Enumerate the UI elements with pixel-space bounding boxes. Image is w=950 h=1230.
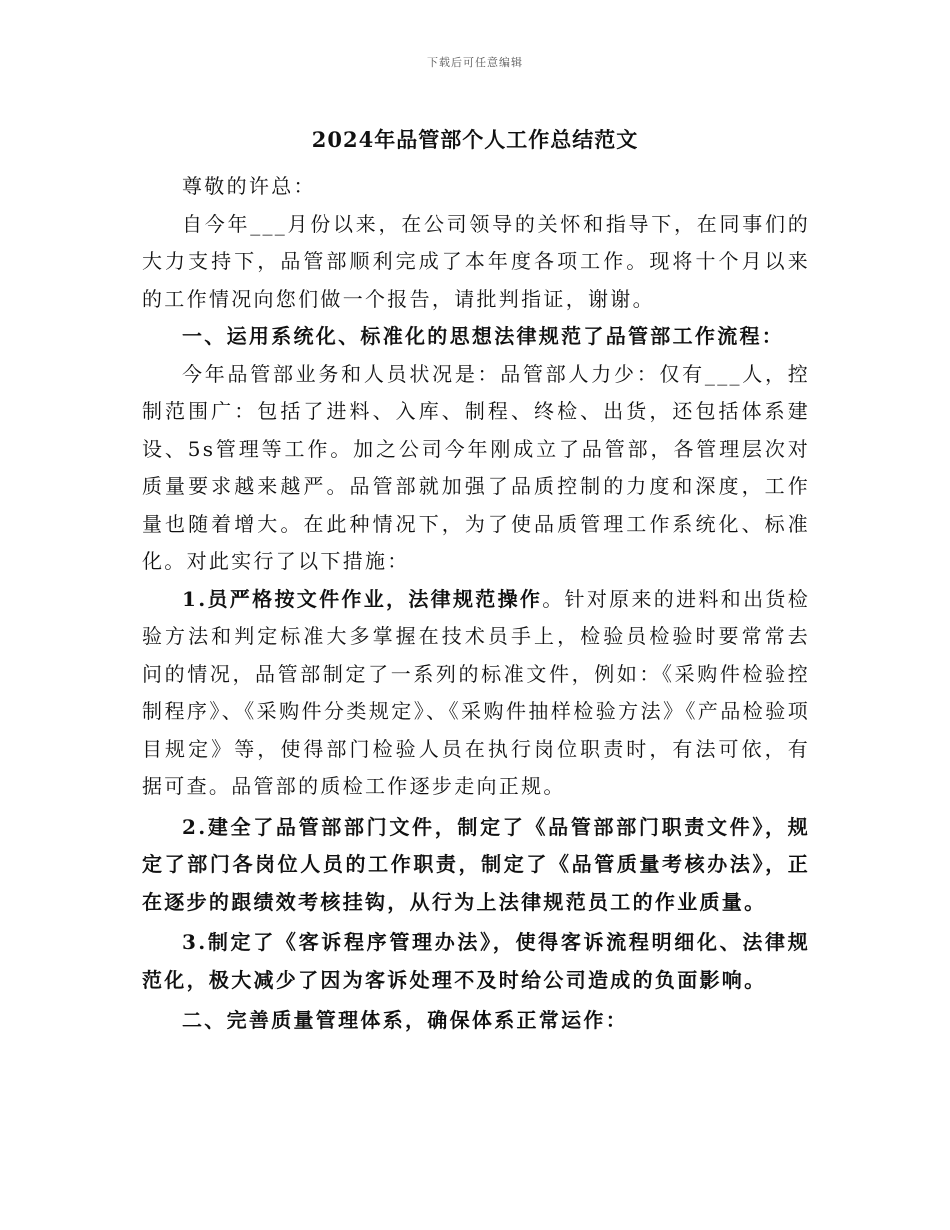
section2-heading: 二、完善质量管理体系，确保体系正常运作： bbox=[182, 1008, 628, 1032]
item1-paragraph bbox=[142, 581, 810, 806]
intro-paragraph: 自今年___月份以来，在公司领导的关怀和指导下，在同事们的大力支持下，品管部顺利完成了本年度各项工作。现将十个月以来的工作情况向您们做一个报告，请批判指证，谢谢。 bbox=[142, 211, 810, 311]
document-body bbox=[142, 168, 810, 1040]
document-title: 2024年品管部个人工作总结范文 bbox=[311, 127, 639, 152]
item3-paragraph: 3.制定了《客诉程序管理办法》，使得客诉流程明细化、法律规范化，极大减少了因为客诉处理不及时给公司造成的负面影响。 bbox=[142, 930, 810, 992]
salutation: 尊敬的许总： bbox=[182, 174, 316, 198]
item2-paragraph: 2.建全了品管部部门文件，制定了《品管部部门职责文件》，规定了部门各岗位人员的工作职责，制定了《品管质量考核办法》，正在逐步的跟绩效考核挂钩，从行为上法律规范员工的作业质量。 bbox=[142, 814, 810, 914]
item1-lead: 1.员严格按文件作业，法律规范操作 bbox=[182, 586, 543, 611]
section1-heading: 一、运用系统化、标准化的思想法律规范了品管部工作流程： bbox=[182, 324, 785, 348]
section1-body: 今年品管部业务和人员状况是：品管部人力少：仅有___人，控制范围广：包括了进料、入库、制程、终检、出货，还包括体系建设、5s管理等工作。加之公司今年刚成立了品管部，各管理层次对质量要求越来越严。品管部就加强了品质控制的力度和深度，工作量也随着增大。在此种情况下，为了使品质管理工作系统化、标准化。对此实行了以下措施： bbox=[142, 361, 810, 573]
item1-body: 。针对原来的进料和出货检验方法和判定标准大多掌握在技术员手上，检验员检验时要常常去问的情况，品管部制定了一系列的标准文件，例如：《采购件检验控制程序》、《采购件分类规定》、《采购件抽样检验方法》《产品检验项目规定》等，使得部门检验人员在执行岗位职责时，有法可依，有据可查。品管部的质检工作逐步走向正规。 bbox=[142, 586, 810, 798]
header-note: 下载后可任意编辑 bbox=[427, 56, 523, 69]
